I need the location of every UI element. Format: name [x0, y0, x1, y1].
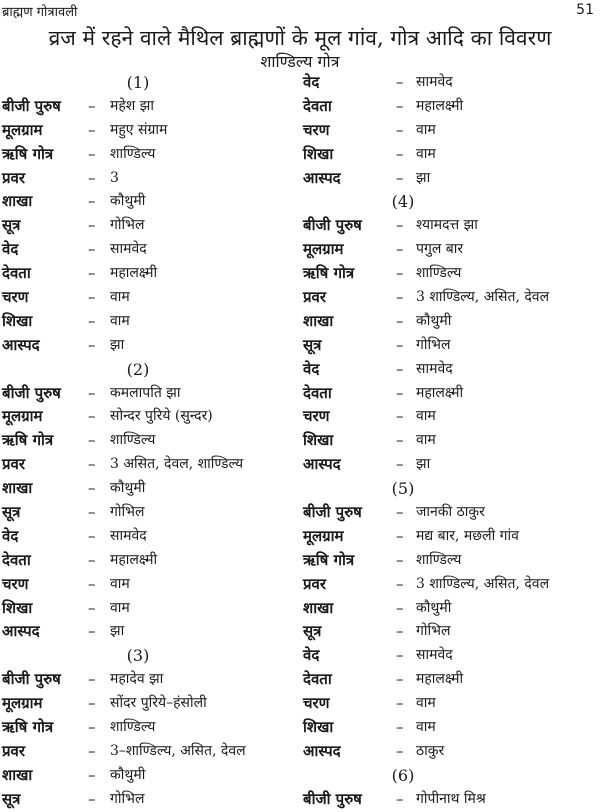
field-row — [303, 405, 600, 429]
field-value: पगुल बार — [416, 241, 464, 258]
page-number: 51 — [576, 2, 594, 18]
field-value: वाम — [416, 695, 436, 712]
field-value: 3 शाण्डिल्य, असित, देवल — [416, 575, 550, 592]
field-row — [303, 453, 600, 477]
field-label: शाखा — [2, 479, 33, 498]
dash-separator: – — [88, 718, 96, 737]
field-label: सूत्र — [2, 503, 21, 522]
field-row — [2, 573, 300, 597]
field-value: गोभिल — [110, 790, 145, 807]
dash-separator: – — [88, 288, 96, 307]
field-label: आस्पद — [303, 168, 341, 187]
field-label: चरण — [303, 120, 330, 139]
dash-separator: – — [396, 526, 404, 545]
field-value: सोन्दर पुरिये (सुन्दर) — [110, 408, 213, 425]
dash-separator: – — [396, 96, 404, 115]
field-value: कौथुमी — [110, 766, 146, 783]
field-label: देवता — [2, 264, 31, 283]
field-row — [303, 740, 600, 764]
field-label: शाखा — [303, 598, 334, 617]
dash-separator: – — [88, 120, 96, 139]
field-label: प्रवर — [303, 288, 327, 307]
field-value: वाम — [110, 312, 130, 329]
dash-separator: – — [88, 192, 96, 211]
field-value: महेश झा — [110, 97, 154, 114]
dash-separator: – — [88, 694, 96, 713]
field-row — [303, 71, 600, 95]
dash-separator: – — [88, 598, 96, 617]
dash-separator: – — [396, 335, 404, 354]
field-label: प्रवर — [2, 741, 26, 760]
field-value: महालक्ष्मी — [110, 551, 158, 568]
field-label: चरण — [303, 694, 330, 713]
dash-separator: – — [88, 96, 96, 115]
field-row — [303, 620, 600, 644]
section-subtitle: शाण्डिल्य गोत्र — [260, 52, 340, 71]
dash-separator: – — [88, 550, 96, 569]
dash-separator: – — [396, 646, 404, 665]
field-row — [2, 286, 300, 310]
left-column — [2, 71, 300, 812]
field-label: वेद — [2, 526, 19, 545]
dash-separator: – — [88, 574, 96, 593]
field-row — [2, 310, 300, 334]
field-row — [2, 405, 300, 429]
dash-separator: – — [396, 216, 404, 235]
dash-separator: – — [396, 311, 404, 330]
field-row — [303, 716, 600, 740]
dash-separator: – — [396, 789, 404, 808]
field-label: शाखा — [303, 311, 334, 330]
dash-separator: – — [88, 765, 96, 784]
field-row — [303, 119, 600, 143]
field-value: शाण्डिल्य — [110, 432, 156, 449]
field-row — [303, 692, 600, 716]
field-value: शाण्डिल्य — [110, 145, 156, 162]
field-label: वेद — [303, 646, 320, 665]
field-value: वाम — [416, 121, 436, 138]
field-label: बीजी पुरुष — [2, 96, 61, 115]
dash-separator: – — [88, 479, 96, 498]
dash-separator: – — [88, 311, 96, 330]
entry-number-heading: (4) — [391, 192, 415, 212]
field-label: प्रवर — [2, 455, 26, 474]
field-row — [2, 692, 300, 716]
dash-separator: – — [396, 741, 404, 760]
field-row — [2, 716, 300, 740]
field-label: बीजी पुरुष — [303, 503, 362, 522]
field-value: झा — [416, 456, 431, 473]
field-label: देवता — [303, 383, 332, 402]
field-row — [2, 119, 300, 143]
dash-separator: – — [88, 264, 96, 283]
field-value: गोपीनाथ मिश्र — [416, 790, 486, 807]
field-label: ऋषि गोत्र — [2, 718, 54, 737]
field-label: वेद — [2, 240, 19, 259]
field-row — [2, 788, 300, 812]
dash-separator: – — [396, 670, 404, 689]
field-label: चरण — [303, 407, 330, 426]
dash-separator: – — [396, 718, 404, 737]
field-value: वाम — [416, 408, 436, 425]
field-row — [303, 549, 600, 573]
field-value: महालक्ष्मी — [416, 384, 464, 401]
field-row — [2, 95, 300, 119]
field-row — [2, 382, 300, 406]
field-value: सामवेद — [416, 74, 453, 90]
field-label: मूलग्राम — [2, 407, 43, 426]
field-row — [303, 501, 600, 525]
dash-separator: – — [88, 383, 96, 402]
field-value: 3 शाण्डिल्य, असित, देवल — [416, 289, 550, 306]
field-value: कौथुमी — [416, 312, 452, 329]
field-label: वेद — [303, 73, 320, 91]
field-value: शाण्डिल्य — [110, 719, 156, 736]
dash-separator: – — [396, 240, 404, 259]
dash-separator: – — [88, 741, 96, 760]
dash-separator: – — [396, 550, 404, 569]
field-label: बीजी पुरुष — [303, 216, 362, 235]
field-label: आस्पद — [2, 622, 40, 641]
field-label: आस्पद — [2, 335, 40, 354]
field-label: मूलग्राम — [2, 120, 43, 139]
field-value: गोभिल — [416, 623, 451, 640]
field-value: 3 असित, देवल, शाण्डिल्य — [110, 456, 244, 473]
field-value: गोभिल — [110, 217, 145, 234]
field-row — [2, 167, 300, 191]
field-value: श्यामदत्त झा — [416, 217, 478, 234]
entry-number-heading: (1) — [126, 73, 150, 92]
field-row — [303, 788, 600, 812]
dash-separator: – — [396, 288, 404, 307]
dash-separator: – — [396, 407, 404, 426]
field-value: महादेव झा — [110, 671, 164, 688]
field-label: प्रवर — [303, 574, 327, 593]
dash-separator: – — [88, 335, 96, 354]
entry-number-heading: (3) — [126, 646, 150, 666]
field-label: ऋषि गोत्र — [2, 144, 54, 163]
field-row — [2, 668, 300, 692]
field-label: प्रवर — [2, 168, 26, 187]
dash-separator: – — [88, 526, 96, 545]
field-label: शाखा — [2, 192, 33, 211]
field-row — [303, 644, 600, 668]
field-row — [303, 668, 600, 692]
field-label: ऋषि गोत्र — [303, 550, 355, 569]
field-value: झा — [110, 623, 125, 640]
field-label: देवता — [2, 550, 31, 569]
field-value: महालक्ष्मी — [416, 97, 464, 114]
field-row — [303, 334, 600, 358]
dash-separator: – — [396, 574, 404, 593]
field-row — [303, 525, 600, 549]
field-row — [2, 190, 300, 214]
field-row — [2, 501, 300, 525]
dash-separator: – — [88, 503, 96, 522]
field-row — [2, 740, 300, 764]
field-label: शिखा — [2, 598, 33, 617]
dash-separator: – — [396, 383, 404, 402]
dash-separator: – — [88, 431, 96, 450]
field-row — [303, 143, 600, 167]
field-value: महुए संग्राम — [110, 121, 168, 138]
field-label: देवता — [303, 96, 332, 115]
field-row — [303, 597, 600, 621]
field-label: मूलग्राम — [2, 694, 43, 713]
field-value: वाम — [416, 432, 436, 449]
field-row — [2, 334, 300, 358]
dash-separator: – — [396, 73, 404, 91]
field-value: सामवेद — [110, 241, 147, 258]
field-label: बीजी पुरुष — [2, 383, 61, 402]
field-value: शाण्डिल्य — [416, 551, 462, 568]
field-row — [2, 764, 300, 788]
field-label: शिखा — [2, 311, 33, 330]
dash-separator: – — [88, 240, 96, 259]
field-label: शिखा — [303, 718, 334, 737]
field-value: ठाकुर — [416, 742, 445, 759]
dash-separator: – — [396, 455, 404, 474]
field-value: 3–शाण्डिल्य, असित, देवल — [110, 742, 246, 759]
field-row — [303, 167, 600, 191]
field-value: महालक्ष्मी — [110, 265, 158, 282]
entry-number-heading: (6) — [391, 765, 415, 785]
field-row — [2, 453, 300, 477]
dash-separator: – — [396, 168, 404, 187]
field-row — [303, 573, 600, 597]
dash-separator: – — [396, 359, 404, 378]
field-value: सामवेद — [110, 527, 147, 544]
field-value: गोभिल — [110, 504, 145, 521]
field-value: सोंदर पुरिये–हंसोली — [110, 695, 207, 712]
field-label: मूलग्राम — [303, 240, 344, 259]
field-value: वाम — [416, 719, 436, 736]
field-label: शिखा — [303, 144, 334, 163]
field-row — [303, 310, 600, 334]
field-label: बीजी पुरुष — [303, 789, 362, 808]
field-row — [2, 214, 300, 238]
field-value: झा — [110, 336, 125, 353]
field-row — [303, 214, 600, 238]
dash-separator: – — [88, 144, 96, 163]
dash-separator: – — [88, 168, 96, 187]
field-value: सामवेद — [416, 360, 453, 377]
dash-separator: – — [88, 455, 96, 474]
field-label: देवता — [303, 670, 332, 689]
field-label: चरण — [2, 288, 29, 307]
field-value: कमलापति झा — [110, 384, 181, 401]
field-row — [303, 382, 600, 406]
field-row — [2, 238, 300, 262]
field-value: वाम — [416, 145, 436, 162]
dash-separator: – — [396, 622, 404, 641]
page-title: व्रज में रहने वाले मैथिल ब्राह्मणों के मूल गांव, गोत्र आदि का विवरण — [48, 26, 552, 50]
field-value: शाण्डिल्य — [416, 265, 462, 282]
dash-separator: – — [88, 407, 96, 426]
dash-separator: – — [88, 670, 96, 689]
field-row — [303, 238, 600, 262]
field-row — [2, 597, 300, 621]
field-label: आस्पद — [303, 741, 341, 760]
field-value: 3 — [110, 169, 119, 186]
running-header: ब्राह्मण गोत्रावली — [2, 5, 78, 20]
field-value: वाम — [110, 289, 130, 306]
field-value: सामवेद — [416, 647, 453, 664]
field-label: शिखा — [303, 431, 334, 450]
dash-separator: – — [396, 503, 404, 522]
field-row — [303, 262, 600, 286]
entry-number-heading: (5) — [391, 479, 415, 499]
field-value: कौथुमी — [110, 193, 146, 210]
field-value: वाम — [110, 575, 130, 592]
field-value: महालक्ष्मी — [416, 671, 464, 688]
field-label: सूत्र — [2, 216, 21, 235]
field-value: मद्य बार, मछली गांव — [416, 527, 519, 544]
field-label: ऋषि गोत्र — [2, 431, 54, 450]
dash-separator: – — [396, 144, 404, 163]
field-label: शाखा — [2, 765, 33, 784]
field-row — [303, 286, 600, 310]
field-row — [2, 262, 300, 286]
field-row — [2, 429, 300, 453]
field-value: जानकी ठाकुर — [416, 504, 485, 521]
dash-separator: – — [88, 622, 96, 641]
field-row — [2, 477, 300, 501]
dash-separator: – — [396, 120, 404, 139]
dash-separator: – — [88, 789, 96, 808]
field-value: गोभिल — [416, 336, 451, 353]
field-row — [2, 620, 300, 644]
field-row — [303, 95, 600, 119]
dash-separator: – — [396, 694, 404, 713]
right-column — [303, 71, 600, 812]
field-row — [303, 358, 600, 382]
dash-separator: – — [396, 264, 404, 283]
dash-separator: – — [396, 598, 404, 617]
dash-separator: – — [88, 216, 96, 235]
entry-number-heading: (2) — [126, 359, 150, 379]
field-row — [2, 143, 300, 167]
field-value: वाम — [110, 599, 130, 616]
field-label: मूलग्राम — [303, 526, 344, 545]
field-label: ऋषि गोत्र — [303, 264, 355, 283]
field-value: कौथुमी — [416, 599, 452, 616]
field-label: बीजी पुरुष — [2, 670, 61, 689]
field-row — [303, 429, 600, 453]
field-value: कौथुमी — [110, 480, 146, 497]
field-row — [2, 525, 300, 549]
field-label: वेद — [303, 359, 320, 378]
field-label: चरण — [2, 574, 29, 593]
field-label: सूत्र — [2, 789, 21, 808]
field-row — [2, 549, 300, 573]
field-label: आस्पद — [303, 455, 341, 474]
field-value: झा — [416, 169, 431, 186]
field-label: सूत्र — [303, 622, 322, 641]
field-label: सूत्र — [303, 335, 322, 354]
dash-separator: – — [396, 431, 404, 450]
